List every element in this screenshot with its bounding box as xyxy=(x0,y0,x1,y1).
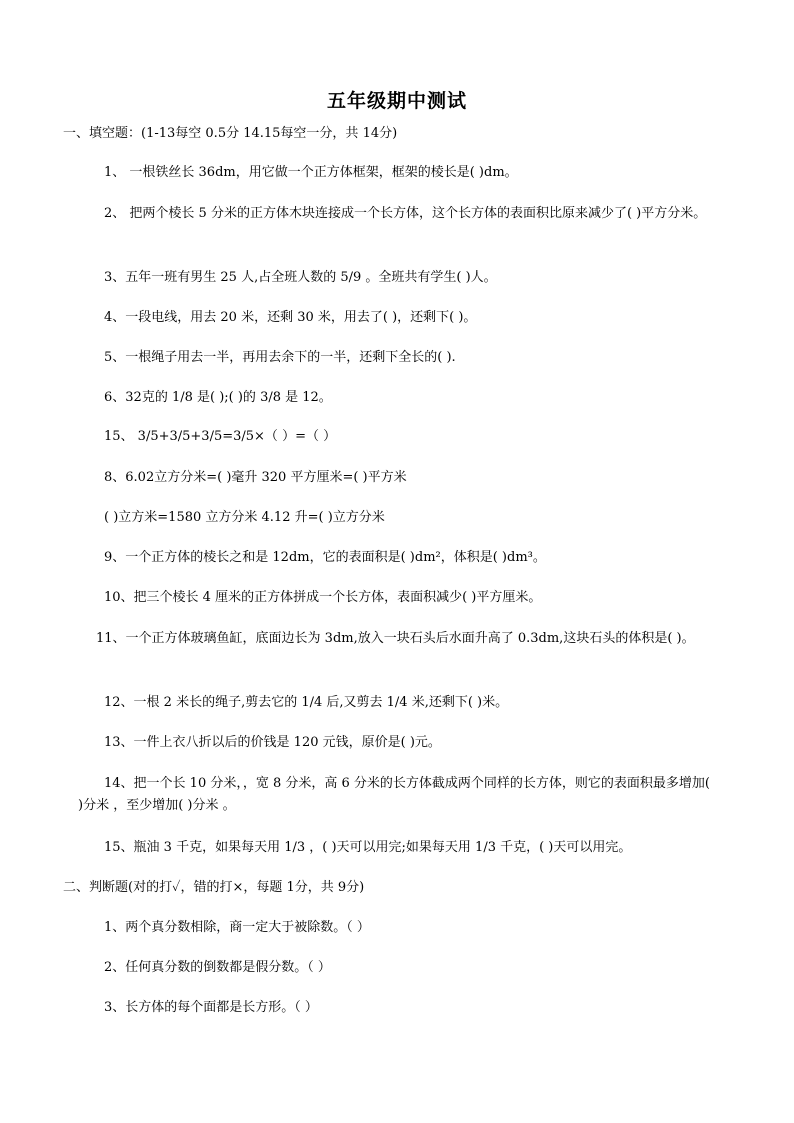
question-item: 6、32克的 1/8 是( );( )的 3/8 是 12。 xyxy=(104,390,332,405)
question-item: 2、 把两个棱长 5 分米的正方体木块连接成一个长方体，这个长方体的表面积比原来减少了( )平方分米。 xyxy=(104,206,707,221)
question-item: 10、把三个棱长 4 厘米的正方体拼成一个长方体，表面积减少( )平方厘米。 xyxy=(104,590,542,605)
page-title: 五年级期中测试 xyxy=(326,90,467,112)
section-heading-true-false: 二、判断题(对的打✓，错的打×，每题 1分，共 9分) xyxy=(63,880,365,895)
question-item: 1、两个真分数相除，商一定大于被除数。（ ） xyxy=(104,920,370,935)
question-item: 8、6.02立方分米=( )毫升 320 平方厘米=( )平方米 xyxy=(104,470,407,485)
section-heading-fill-in: 一、填空题：(1-13每空 0.5分 14.15每空一分，共 14分) xyxy=(63,126,398,141)
question-item: 15、 3/5+3/5+3/5=3/5×（ ）=（ ） xyxy=(104,429,337,444)
question-item: 9、一个正方体的棱长之和是 12dm，它的表面积是( )dm²，体积是( )dm³。 xyxy=(104,550,546,565)
question-item: 2、任何真分数的倒数都是假分数。（ ） xyxy=(104,960,331,975)
question-item: 5、一根绳子用去一半，再用去余下的一半，还剩下全长的( ). xyxy=(104,350,456,365)
question-item: 3、五年一班有男生 25 人,占全班人数的 5/9 。全班共有学生( )人。 xyxy=(104,270,497,285)
question-item: 11、一个正方体玻璃鱼缸，底面边长为 3dm,放入一块石头后水面升高了 0.3dm,这块石头的体积是( )。 xyxy=(96,631,695,646)
question-item: 12、一根 2 米长的绳子,剪去它的 1/4 后,又剪去 1/4 米,还剩下( )米。 xyxy=(104,695,509,710)
question-item: ( )立方米=1580 立方分米 4.12 升=( )立方分米 xyxy=(104,510,385,525)
question-item: 14、把一个长 10 分米，，宽 8 分米，高 6 分米的长方体截成两个同样的长方体，则它的表面积最多增加( )分米 ，至少增加( )分米 。 xyxy=(78,776,710,813)
question-item: 13、一件上衣八折以后的价钱是 120 元钱，原价是( )元。 xyxy=(104,735,441,750)
question-item: 15、瓶油 3 千克，如果每天用 1/3 ，( )天可以用完;如果每天用 1/3 千克，( )天可以用完。 xyxy=(104,840,632,855)
question-item: 4、一段电线，用去 20 米，还剩 30 米，用去了( )，还剩下( )。 xyxy=(104,310,477,325)
question-item: 3、长方体的每个面都是长方形。（ ） xyxy=(104,1000,318,1015)
question-item: 1、 一根铁丝长 36dm，用它做一个正方体框架，框架的棱长是( )dm。 xyxy=(104,165,518,180)
